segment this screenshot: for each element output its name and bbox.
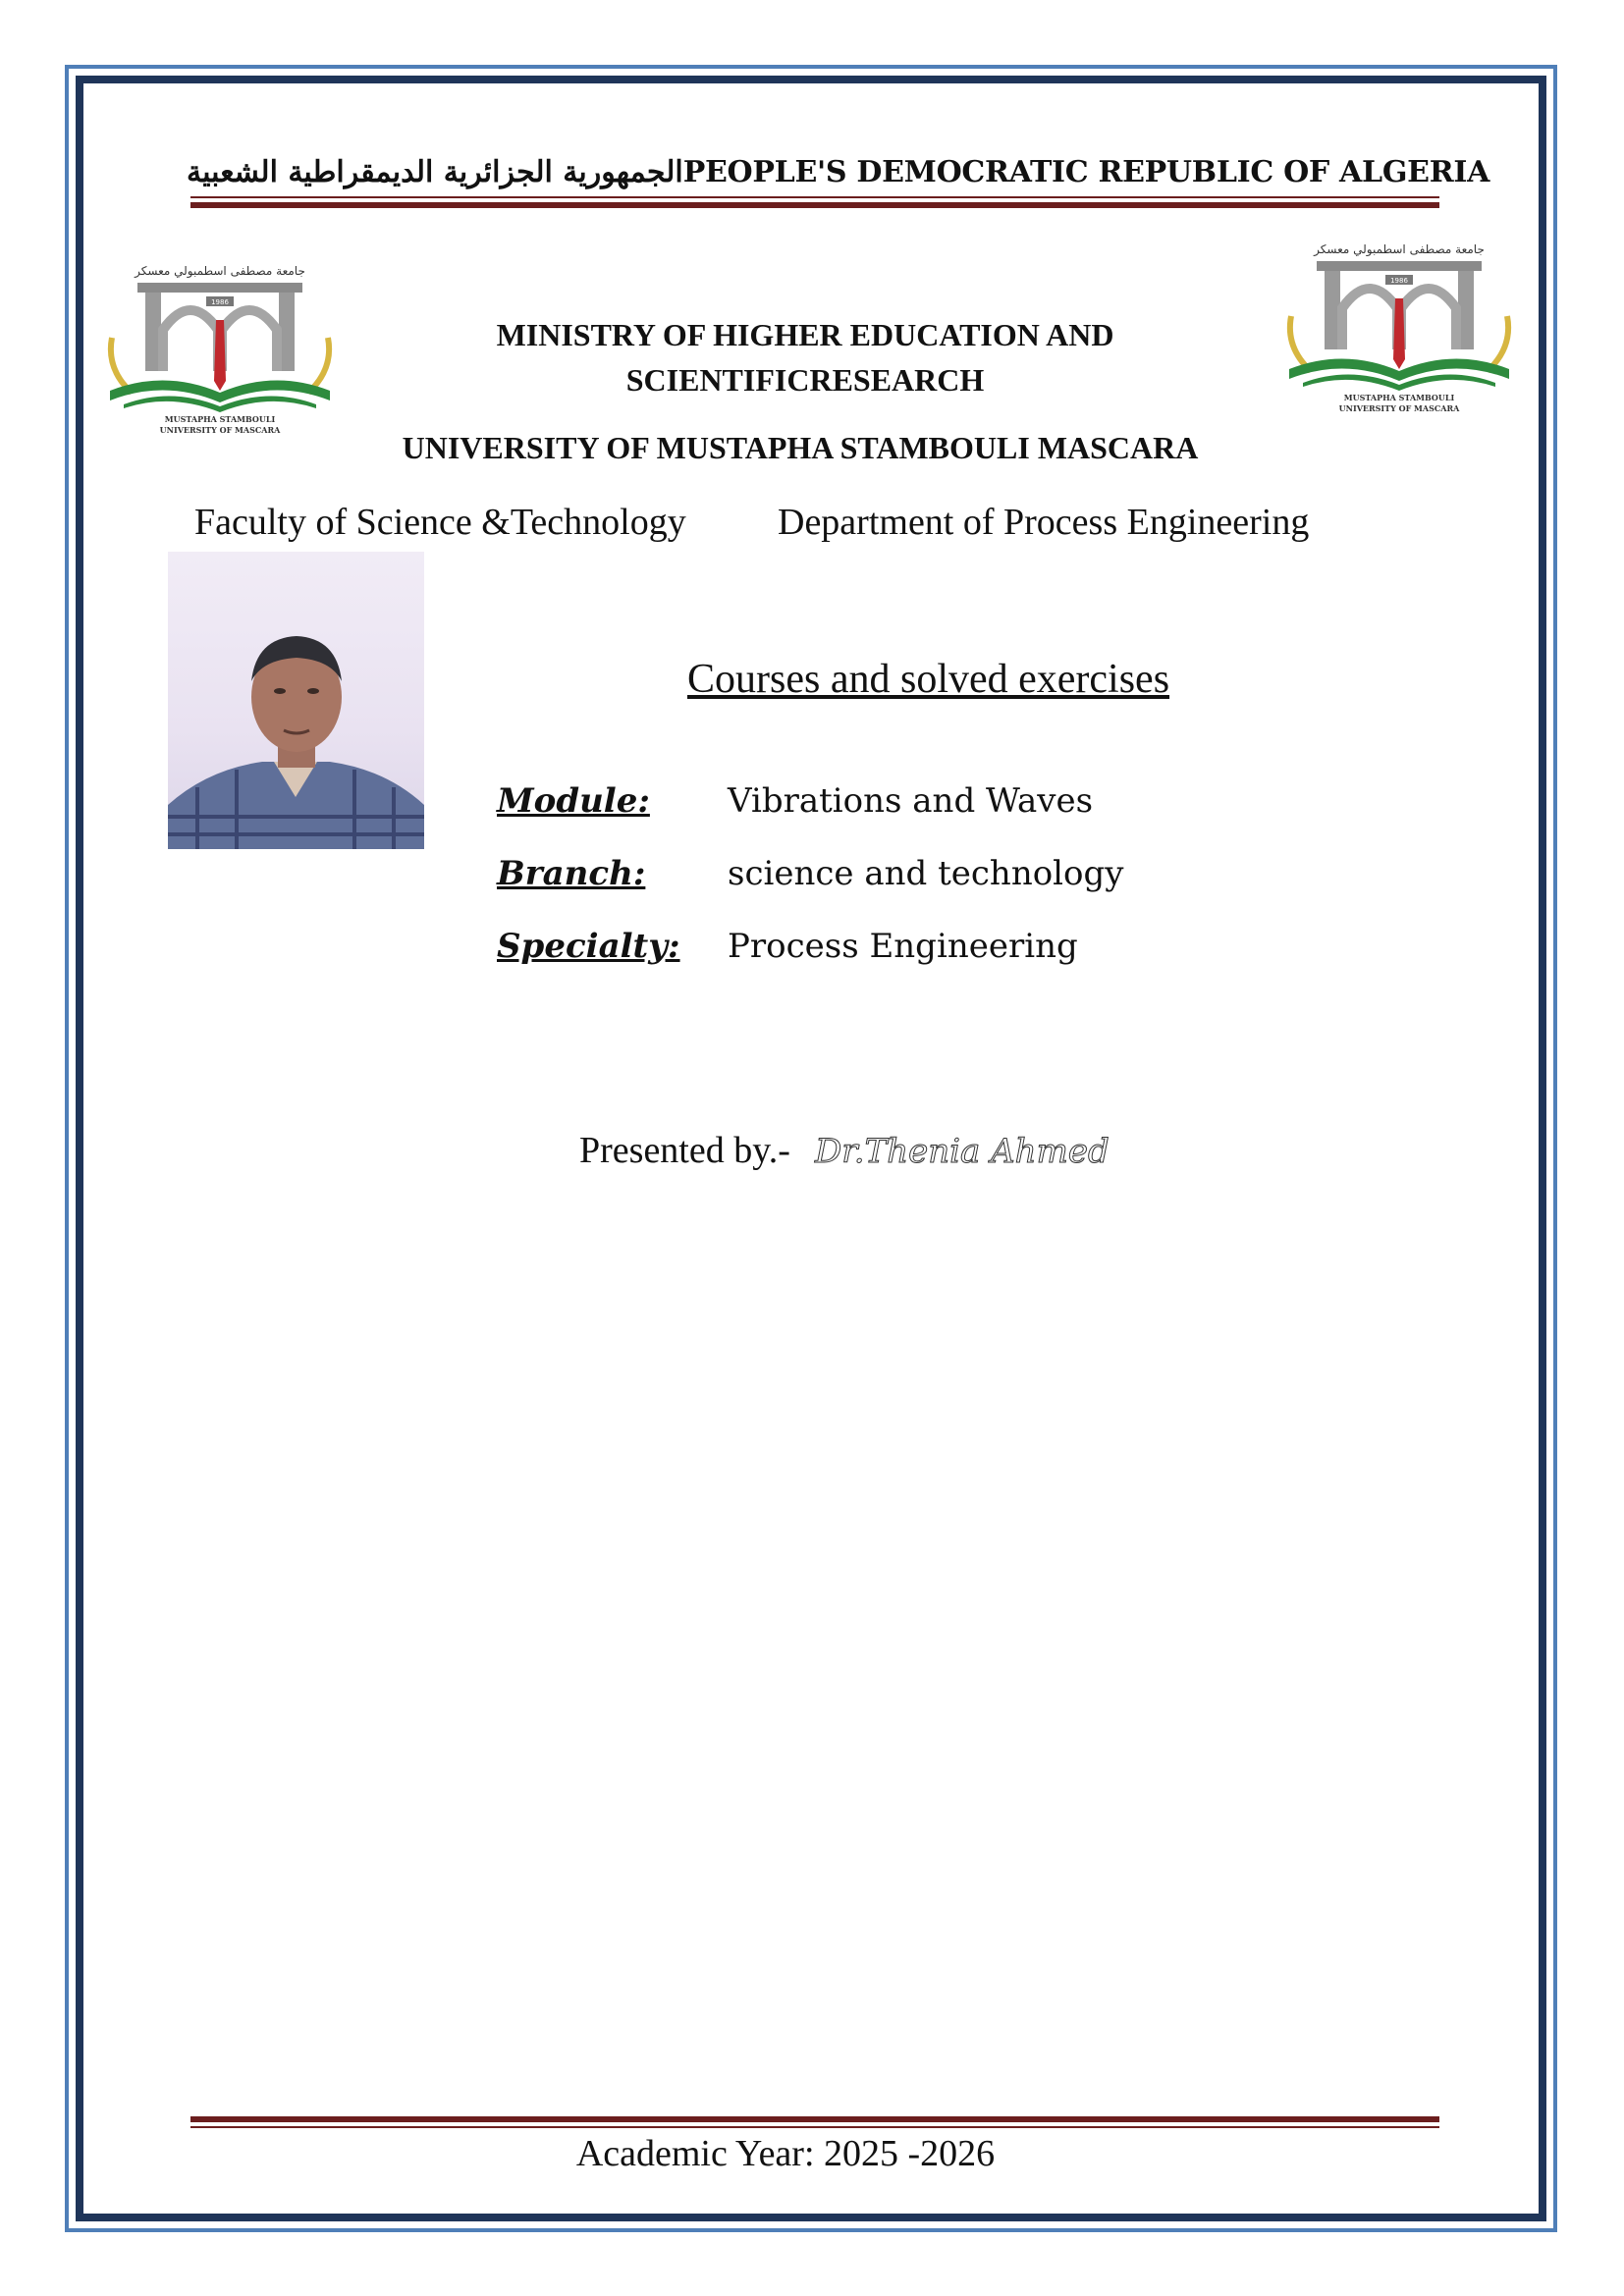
logo-caption-line1: MUSTAPHA STAMBOULI xyxy=(164,414,276,424)
logo-caption-line2: UNIVERSITY OF MASCARA xyxy=(159,425,281,435)
author-photo xyxy=(168,552,424,849)
university-arch-icon xyxy=(1276,240,1522,416)
header-rule-thick xyxy=(190,202,1439,208)
ministry-title xyxy=(412,312,1198,402)
presented-by: Presented by.- xyxy=(579,1130,790,1171)
department-name: Department of Process Engineering xyxy=(778,502,1310,543)
academic-year: Academic Year: 2025 -2026 xyxy=(575,2133,996,2174)
branch-value: science and technology xyxy=(728,854,1124,893)
module-value: Vibrations and Waves xyxy=(728,781,1094,821)
signature-icon xyxy=(813,1127,1110,1176)
author-signature xyxy=(813,1127,1110,1176)
republic-english: PEOPLE'S DEMOCRATIC REPUBLIC OF ALGERIA xyxy=(682,155,1490,189)
branch-label: Branch: xyxy=(497,854,646,893)
university-name: UNIVERSITY OF MUSTAPHA STAMBOULI MASCARA xyxy=(402,430,1199,465)
logo-caption-line1: MUSTAPHA STAMBOULI xyxy=(1343,393,1455,402)
specialty-label: Specialty: xyxy=(497,927,680,966)
module-label: Module: xyxy=(497,781,650,821)
logo-year-left: 1986 xyxy=(211,298,229,306)
university-arch-icon xyxy=(102,261,338,438)
republic-arabic: الجمهورية الجزائرية الديمقراطية الشعبية xyxy=(187,155,683,189)
footer-rule-thick xyxy=(190,2116,1439,2122)
ministry-line2: SCIENTIFICRESEARCH xyxy=(625,362,985,398)
specialty-value: Process Engineering xyxy=(728,927,1078,966)
document-title: Courses and solved exercises xyxy=(687,657,1170,702)
logo-year-right: 1986 xyxy=(1390,277,1408,285)
signature-text: Dr.Thenia Ahmed xyxy=(815,1132,1110,1171)
logo-caption-line2: UNIVERSITY OF MASCARA xyxy=(1338,403,1460,413)
logo-arabic-caption: جامعة مصطفى اسطمبولي معسكر xyxy=(135,264,305,278)
footer-rule-thin xyxy=(190,2126,1439,2128)
university-logo-right xyxy=(1276,240,1512,421)
ministry-line1: MINISTRY OF HIGHER EDUCATION AND xyxy=(496,317,1114,352)
header-rule-thin xyxy=(190,196,1439,198)
university-logo-left xyxy=(102,261,338,443)
republic-header xyxy=(187,155,1490,189)
faculty-name: Faculty of Science &Technology xyxy=(194,502,686,543)
logo-arabic-caption: جامعة مصطفى اسطمبولي معسكر xyxy=(1314,242,1485,256)
portrait-image xyxy=(168,552,424,849)
